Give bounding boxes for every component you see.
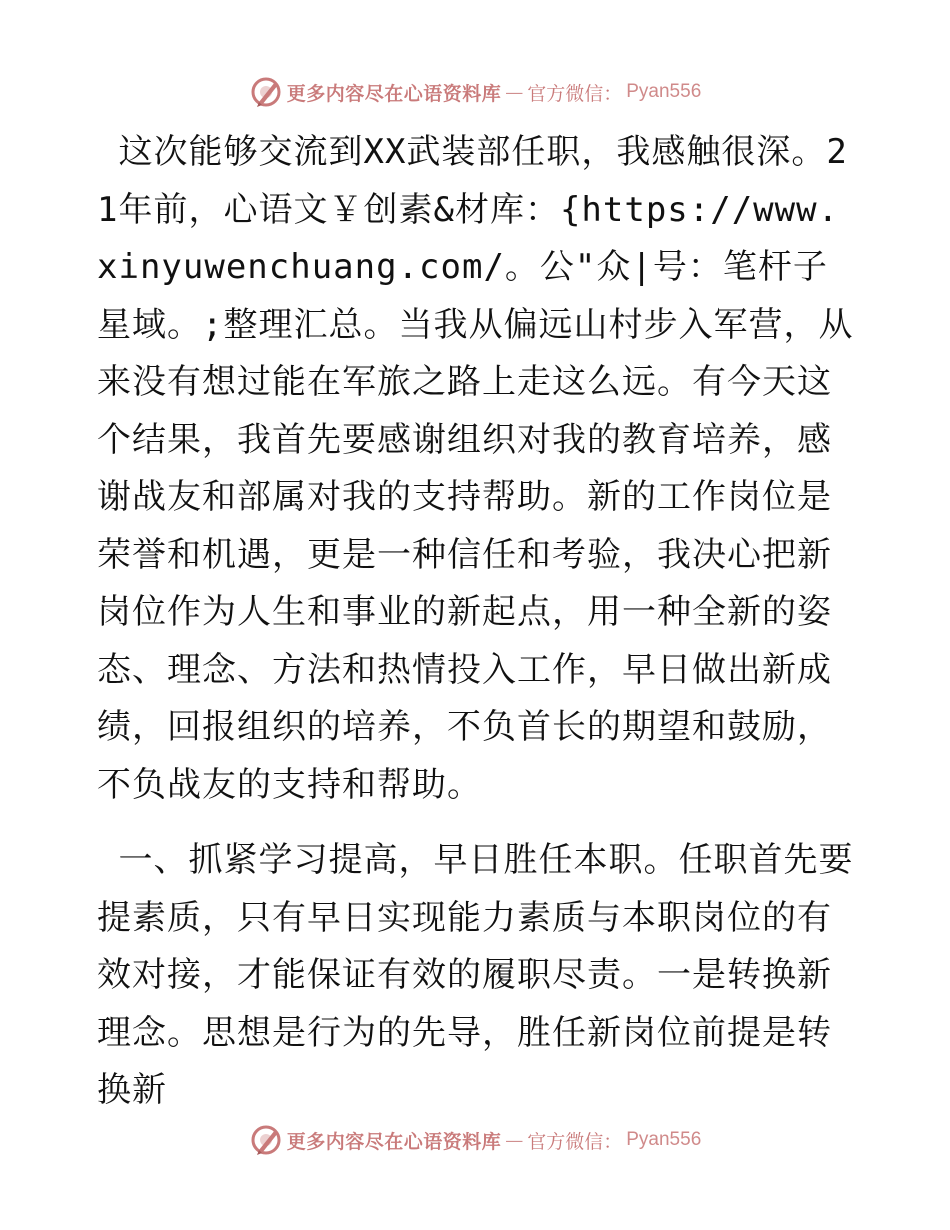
watermark-separator: —	[505, 81, 524, 103]
document-body	[97, 124, 857, 1120]
watermark-wechat-label: 官方微信：	[527, 1130, 623, 1153]
watermark-footer	[0, 1120, 950, 1160]
watermark-wechat-label: 官方微信：	[527, 82, 623, 105]
pen-logo-icon	[249, 75, 283, 109]
watermark-header	[0, 72, 950, 112]
pen-logo-icon	[249, 1123, 283, 1157]
watermark-title: 更多内容尽在心语资料库	[286, 1130, 502, 1153]
watermark-title: 更多内容尽在心语资料库	[286, 82, 502, 105]
paragraph-intro: 这次能够交流到XX武装部任职，我感触很深。21年前，心语文￥创素&材库：{https://www.xinyuwenchuang.com/。公"众|号：笔杆子星域。;整理汇总。当我从偏远山村步入军营，从来没有想过能在军旅之路上走这么远。有今天这个结果，我首先要感谢组织对我的教育培养，感谢战友和部属对我的支持帮助。新的工作岗位是荣誉和机遇，更是一种信任和考验，我决心把新岗位作为人生和事业的新起点，用一种全新的姿态、理念、方法和热情投入工作，早日做出新成绩，回报组织的培养，不负首长的期望和鼓励，不负战友的支持和帮助。	[97, 132, 854, 805]
paragraph-section-1: 一、抓紧学习提高，早日胜任本职。任职首先要提素质，只有早日实现能力素质与本职岗位的有效对接，才能保证有效的履职尽责。一是转换新理念。思想是行为的先导，胜任新岗位前提是转换新	[97, 840, 854, 1110]
watermark-wechat-id: Pyan556	[626, 81, 702, 102]
watermark-wechat-id: Pyan556	[626, 1129, 702, 1150]
watermark-separator: —	[505, 1129, 524, 1151]
